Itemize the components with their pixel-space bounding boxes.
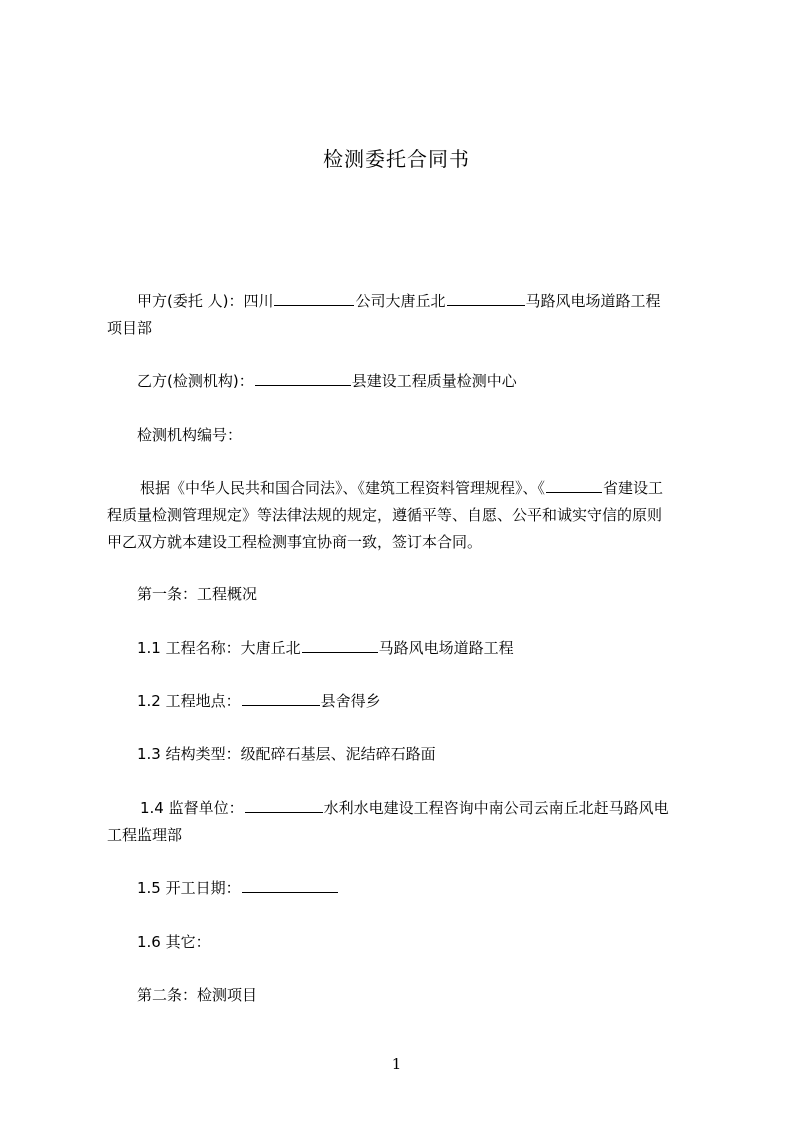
blank-underline bbox=[546, 478, 602, 493]
blank-underline bbox=[447, 291, 525, 306]
basis-line1-b: 省建设工 bbox=[603, 479, 664, 497]
item4-tail: 水利水电建设工程咨询中南公司云南丘北赶马路风电 bbox=[323, 799, 669, 817]
article1-item5 bbox=[137, 873, 339, 903]
page-number: 1 bbox=[391, 1055, 402, 1073]
item5-label: 1.5 开工日期： bbox=[137, 879, 241, 897]
party-b-tail: 县建设工程质量检测中心 bbox=[351, 372, 517, 390]
article1-item6: 1.6 其它： bbox=[137, 933, 211, 951]
blank-underline bbox=[255, 371, 351, 386]
agency-number-label: 检测机构编号： bbox=[137, 426, 243, 444]
basis-line1 bbox=[140, 473, 663, 503]
article1-heading: 第一条：工程概况 bbox=[137, 585, 258, 603]
party-a-label: 甲方(委托 人)：四川 bbox=[137, 292, 274, 310]
party-a-mid: 公司大唐丘北 bbox=[355, 292, 446, 310]
article1-item1 bbox=[137, 633, 514, 663]
item1-label: 1.1 工程名称：大唐丘北 bbox=[137, 639, 301, 657]
blank-underline bbox=[245, 798, 323, 813]
party-b-line bbox=[137, 366, 517, 396]
blank-underline bbox=[242, 878, 338, 893]
party-a-line bbox=[137, 286, 661, 316]
blank-underline bbox=[242, 691, 320, 706]
basis-line1-a: 根据《中华人民共和国合同法》、《建筑工程资料管理规程》、《 bbox=[140, 479, 546, 497]
item4-label: 1.4 监督单位： bbox=[140, 799, 244, 817]
blank-underline bbox=[302, 638, 378, 653]
item2-tail: 县舍得乡 bbox=[320, 692, 381, 710]
party-b-label: 乙方(检测机构)： bbox=[137, 372, 254, 390]
blank-underline bbox=[274, 291, 354, 306]
party-a-line2: 项目部 bbox=[107, 319, 153, 337]
item1-tail: 马路风电场道路工程 bbox=[378, 639, 514, 657]
party-a-tail: 马路风电场道路工程 bbox=[525, 292, 661, 310]
basis-line2: 程质量检测管理规定》等法律法规的规定，遵循平等、自愿、公平和诚实守信的原则 bbox=[107, 506, 663, 524]
article1-item4 bbox=[140, 793, 669, 823]
article1-item3: 1.3 结构类型：级配碎石基层、泥结碎石路面 bbox=[137, 745, 436, 763]
document-title: 检测委托合同书 bbox=[323, 147, 470, 171]
article2-heading: 第二条：检测项目 bbox=[137, 986, 258, 1004]
basis-line3: 甲乙双方就本建设工程检测事宜协商一致，签订本合同。 bbox=[107, 533, 483, 551]
article1-item4-line2: 工程监理部 bbox=[107, 826, 183, 844]
item2-label: 1.2 工程地点： bbox=[137, 692, 241, 710]
article1-item2 bbox=[137, 686, 381, 716]
